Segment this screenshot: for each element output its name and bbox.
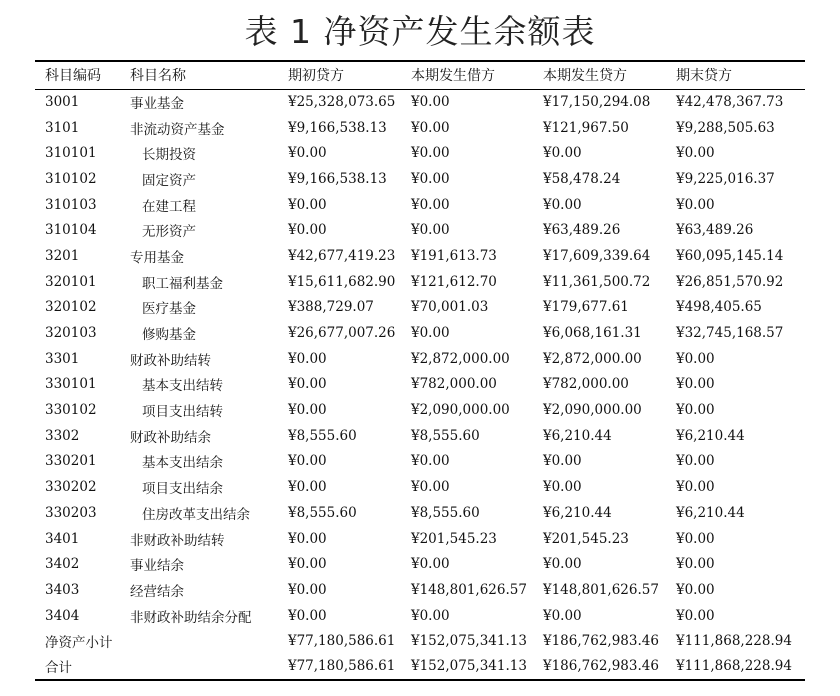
cell-closing-credit: ¥111,868,228.94 — [676, 633, 792, 650]
cell-account-name — [120, 628, 278, 654]
cell-opening-credit: ¥25,328,073.65 — [288, 94, 396, 111]
table-row — [35, 243, 805, 269]
cell-period-credit: ¥201,545.23 — [543, 530, 629, 547]
cell-account-code: 3001 — [45, 94, 80, 111]
cell-period-credit: ¥2,090,000.00 — [543, 402, 642, 419]
cell-period-credit: ¥179,677.61 — [543, 299, 629, 316]
cell-period-debit: ¥0.00 — [411, 325, 450, 342]
cell-opening-credit: ¥0.00 — [288, 402, 327, 419]
cell-account-name: 长期投资 — [142, 147, 196, 164]
cell-opening-credit: ¥0.00 — [288, 376, 327, 393]
cell-period-debit: ¥0.00 — [411, 145, 450, 162]
cell-period-credit: ¥0.00 — [543, 453, 582, 470]
table-row — [35, 166, 805, 192]
cell-account-code: 330101 — [45, 376, 97, 393]
table-row — [35, 115, 805, 141]
cell-period-credit: ¥6,068,161.31 — [543, 325, 642, 342]
cell-period-debit: ¥0.00 — [411, 607, 450, 624]
cell-period-debit: ¥0.00 — [411, 119, 450, 136]
cell-opening-credit: ¥15,611,682.90 — [288, 273, 396, 290]
table-row — [35, 320, 805, 346]
cell-account-code: 330203 — [45, 504, 97, 521]
cell-opening-credit: ¥0.00 — [288, 196, 327, 213]
cell-period-credit: ¥58,478.24 — [543, 170, 621, 187]
cell-account-code: 330201 — [45, 453, 97, 470]
cell-opening-credit: ¥0.00 — [288, 350, 327, 367]
table-row — [35, 474, 805, 500]
cell-closing-credit: ¥9,288,505.63 — [676, 119, 775, 136]
table-row — [35, 192, 805, 218]
table-row — [35, 269, 805, 295]
cell-account-code: 310102 — [45, 170, 97, 187]
cell-opening-credit: ¥8,555.60 — [288, 504, 357, 521]
header-closing-credit: 期末贷方 — [676, 68, 732, 85]
cell-closing-credit: ¥0.00 — [676, 196, 715, 213]
cell-opening-credit: ¥42,677,419.23 — [288, 247, 396, 264]
cell-period-credit: ¥0.00 — [543, 145, 582, 162]
cell-account-name: 基本支出结余 — [142, 455, 223, 472]
cell-opening-credit: ¥8,555.60 — [288, 427, 357, 444]
cell-account-name: 修购基金 — [142, 327, 196, 344]
header-period-credit: 本期发生贷方 — [543, 68, 627, 85]
table-row — [35, 295, 805, 321]
cell-account-code: 3404 — [45, 607, 80, 624]
cell-opening-credit: ¥77,180,586.61 — [288, 658, 396, 675]
header-row — [35, 61, 805, 89]
cell-account-code: 310101 — [45, 145, 97, 162]
cell-closing-credit: ¥0.00 — [676, 350, 715, 367]
cell-account-name: 职工福利基金 — [142, 275, 223, 292]
cell-period-credit: ¥0.00 — [543, 607, 582, 624]
cell-account-code: 310103 — [45, 196, 97, 213]
cell-opening-credit: ¥26,677,007.26 — [288, 325, 396, 342]
table-row — [35, 89, 805, 115]
cell-account-name: 项目支出结转 — [142, 404, 223, 421]
cell-opening-credit: ¥0.00 — [288, 145, 327, 162]
cell-period-debit: ¥121,612.70 — [411, 273, 497, 290]
table-row — [35, 449, 805, 475]
cell-period-debit: ¥152,075,341.13 — [411, 658, 527, 675]
table-row — [35, 628, 805, 654]
cell-closing-credit: ¥63,489.26 — [676, 222, 754, 239]
cell-period-debit: ¥8,555.60 — [411, 427, 480, 444]
cell-account-name: 医疗基金 — [142, 301, 196, 318]
cell-closing-credit: ¥0.00 — [676, 402, 715, 419]
cell-period-debit: ¥0.00 — [411, 556, 450, 573]
cell-period-credit: ¥6,210.44 — [543, 504, 612, 521]
cell-account-name: 财政补助结转 — [130, 352, 211, 369]
cell-closing-credit: ¥0.00 — [676, 479, 715, 496]
net-assets-table — [35, 60, 805, 681]
cell-closing-credit: ¥0.00 — [676, 556, 715, 573]
cell-opening-credit: ¥9,166,538.13 — [288, 170, 387, 187]
cell-period-debit: ¥152,075,341.13 — [411, 633, 527, 650]
cell-account-name: 财政补助结余 — [130, 429, 211, 446]
cell-opening-credit: ¥77,180,586.61 — [288, 633, 396, 650]
cell-period-credit: ¥782,000.00 — [543, 376, 629, 393]
cell-account-name: 基本支出结转 — [142, 378, 223, 395]
table-row — [35, 140, 805, 166]
cell-closing-credit: ¥9,225,016.37 — [676, 170, 775, 187]
cell-account-code: 3201 — [45, 247, 80, 264]
cell-account-name: 项目支出结余 — [142, 481, 223, 498]
net-assets-table-container — [35, 60, 805, 681]
cell-account-name: 非财政补助结转 — [130, 532, 225, 549]
cell-account-code: 3403 — [45, 581, 80, 598]
cell-opening-credit: ¥0.00 — [288, 581, 327, 598]
cell-opening-credit: ¥388,729.07 — [288, 299, 374, 316]
cell-period-credit: ¥11,361,500.72 — [543, 273, 651, 290]
cell-closing-credit: ¥42,478,367.73 — [676, 94, 784, 111]
cell-closing-credit: ¥6,210.44 — [676, 427, 745, 444]
table-row — [35, 526, 805, 552]
cell-period-credit: ¥2,872,000.00 — [543, 350, 642, 367]
cell-opening-credit: ¥0.00 — [288, 530, 327, 547]
table-row — [35, 346, 805, 372]
cell-opening-credit: ¥0.00 — [288, 453, 327, 470]
cell-account-code: 3301 — [45, 350, 80, 367]
cell-account-name: 非流动资产基金 — [130, 121, 225, 138]
cell-account-code: 3402 — [45, 556, 80, 573]
cell-period-credit: ¥0.00 — [543, 556, 582, 573]
cell-period-credit: ¥186,762,983.46 — [543, 658, 659, 675]
cell-closing-credit: ¥60,095,145.14 — [676, 247, 784, 264]
cell-account-name: 无形资产 — [142, 224, 196, 241]
cell-account-code: 330202 — [45, 479, 97, 496]
cell-period-debit: ¥2,872,000.00 — [411, 350, 510, 367]
cell-opening-credit: ¥0.00 — [288, 556, 327, 573]
cell-account-name — [120, 654, 278, 680]
table-body — [35, 89, 805, 680]
cell-period-credit: ¥0.00 — [543, 196, 582, 213]
cell-account-name: 非财政补助结余分配 — [130, 609, 252, 626]
cell-period-credit: ¥63,489.26 — [543, 222, 621, 239]
cell-period-debit: ¥0.00 — [411, 170, 450, 187]
table-row — [35, 423, 805, 449]
cell-account-code: 310104 — [45, 222, 97, 239]
table-row — [35, 654, 805, 680]
cell-account-name: 住房改革支出结余 — [142, 506, 250, 523]
table-row — [35, 500, 805, 526]
cell-closing-credit: ¥0.00 — [676, 376, 715, 393]
header-account-name: 科目名称 — [130, 68, 186, 85]
table-row — [35, 372, 805, 398]
table-row — [35, 397, 805, 423]
cell-opening-credit: ¥0.00 — [288, 222, 327, 239]
cell-period-debit: ¥0.00 — [411, 453, 450, 470]
table-row — [35, 217, 805, 243]
cell-period-debit: ¥8,555.60 — [411, 504, 480, 521]
header-opening-credit: 期初贷方 — [288, 68, 344, 85]
cell-period-debit: ¥0.00 — [411, 479, 450, 496]
cell-closing-credit: ¥6,210.44 — [676, 504, 745, 521]
cell-closing-credit: ¥0.00 — [676, 145, 715, 162]
cell-period-debit: ¥191,613.73 — [411, 247, 497, 264]
cell-period-debit: ¥782,000.00 — [411, 376, 497, 393]
cell-account-name: 专用基金 — [130, 249, 184, 266]
cell-closing-credit: ¥0.00 — [676, 607, 715, 624]
cell-opening-credit: ¥9,166,538.13 — [288, 119, 387, 136]
cell-account-code: 320101 — [45, 273, 97, 290]
cell-period-credit: ¥17,609,339.64 — [543, 247, 651, 264]
cell-closing-credit: ¥0.00 — [676, 453, 715, 470]
header-period-debit: 本期发生借方 — [411, 68, 495, 85]
cell-closing-credit: ¥32,745,168.57 — [676, 325, 784, 342]
cell-period-credit: ¥121,967.50 — [543, 119, 629, 136]
cell-period-debit: ¥2,090,000.00 — [411, 402, 510, 419]
table-row — [35, 577, 805, 603]
cell-period-credit: ¥17,150,294.08 — [543, 94, 651, 111]
cell-period-credit: ¥6,210.44 — [543, 427, 612, 444]
cell-closing-credit: ¥26,851,570.92 — [676, 273, 784, 290]
table-row — [35, 603, 805, 629]
cell-account-code: 3101 — [45, 119, 80, 136]
cell-account-code: 320103 — [45, 325, 97, 342]
cell-opening-credit: ¥0.00 — [288, 479, 327, 496]
cell-account-code: 3302 — [45, 427, 80, 444]
cell-period-credit: ¥186,762,983.46 — [543, 633, 659, 650]
cell-closing-credit: ¥111,868,228.94 — [676, 658, 792, 675]
cell-closing-credit: ¥0.00 — [676, 581, 715, 598]
table-row — [35, 551, 805, 577]
cell-opening-credit: ¥0.00 — [288, 607, 327, 624]
cell-closing-credit: ¥498,405.65 — [676, 299, 762, 316]
cell-account-name: 固定资产 — [142, 172, 196, 189]
cell-period-credit: ¥148,801,626.57 — [543, 581, 659, 598]
table-title: 表 1 净资产发生余额表 — [244, 12, 596, 51]
cell-account-code: 320102 — [45, 299, 97, 316]
cell-closing-credit: ¥0.00 — [676, 530, 715, 547]
cell-account-code: 3401 — [45, 530, 80, 547]
cell-account-code: 330102 — [45, 402, 97, 419]
cell-account-code: 合计 — [45, 660, 72, 677]
table-header — [35, 61, 805, 89]
cell-period-debit: ¥0.00 — [411, 196, 450, 213]
header-account-code: 科目编码 — [45, 68, 101, 85]
cell-period-debit: ¥0.00 — [411, 94, 450, 111]
cell-account-name: 事业结余 — [130, 558, 184, 575]
cell-account-name: 在建工程 — [142, 198, 196, 215]
cell-period-debit: ¥70,001.03 — [411, 299, 489, 316]
cell-period-debit: ¥0.00 — [411, 222, 450, 239]
cell-period-debit: ¥148,801,626.57 — [411, 581, 527, 598]
cell-period-debit: ¥201,545.23 — [411, 530, 497, 547]
cell-account-name: 经营结余 — [130, 583, 184, 600]
cell-account-name: 事业基金 — [130, 96, 184, 113]
cell-period-credit: ¥0.00 — [543, 479, 582, 496]
cell-account-code: 净资产小计 — [45, 635, 113, 652]
